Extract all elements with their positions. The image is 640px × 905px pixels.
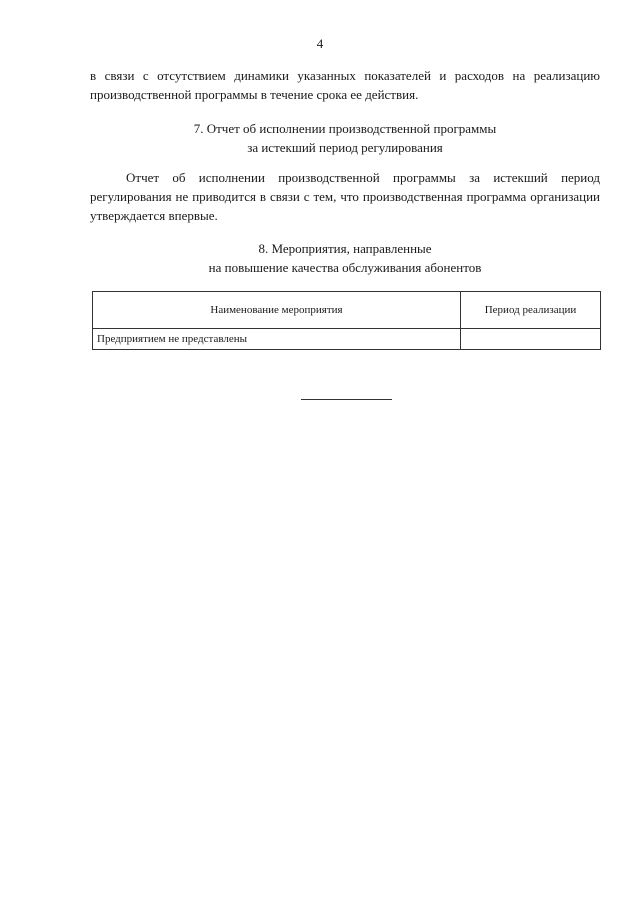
table-row	[93, 329, 601, 350]
section6-continuation-paragraph: в связи с отсутствием динамики указанных показателей и расходов на реализацию производственной программы в течение срока ее действия.	[90, 68, 600, 102]
section7-heading-line1: 7. Отчет об исполнении производственной программы	[193, 121, 497, 136]
section7-heading	[90, 119, 600, 157]
section7-heading-line2: за истекший период регулирования	[247, 140, 443, 155]
section8-heading-line1: 8. Мероприятия, направленные	[258, 241, 432, 256]
table-header-row	[93, 292, 601, 329]
measures-table	[92, 291, 601, 350]
section8-heading-line2: на повышение качества обслуживания абонентов	[208, 260, 482, 275]
cell-measure-name: Предприятием не представлены	[93, 329, 461, 350]
section7-body-paragraph: Отчет об исполнении производственной программы за истекший период регулирования не приводится в связи с тем, что производственная программа организации утверждается впервые.	[90, 170, 600, 223]
page-number: 4	[316, 36, 324, 51]
end-of-document-rule	[301, 399, 392, 400]
header-period: Период реализации	[460, 292, 600, 329]
cell-period	[460, 329, 600, 350]
section8-heading	[90, 239, 600, 277]
header-measure-name: Наименование мероприятия	[93, 292, 461, 329]
